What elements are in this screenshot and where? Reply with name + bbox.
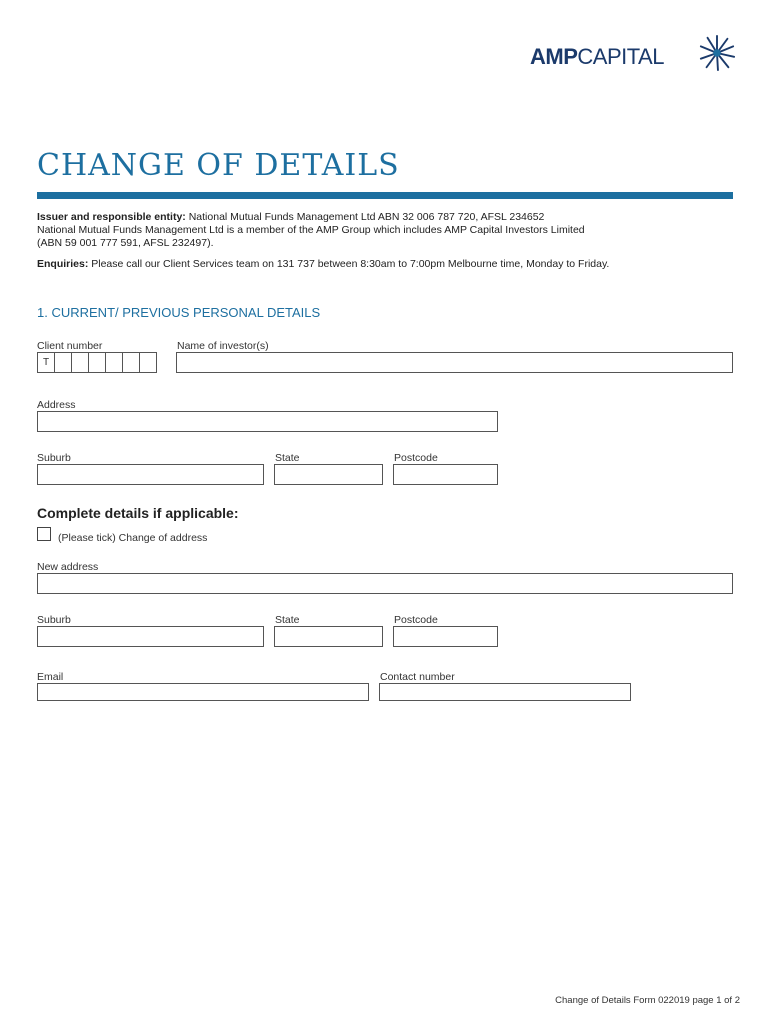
client-number-label: Client number xyxy=(37,340,103,352)
new-postcode-field[interactable] xyxy=(393,626,498,647)
suburb-label: Suburb xyxy=(37,452,71,464)
contact-number-label: Contact number xyxy=(380,671,455,683)
postcode-field[interactable] xyxy=(393,464,498,485)
postcode-label: Postcode xyxy=(394,452,438,464)
issuer-text-1: National Mutual Funds Management Ltd ABN 32 006 787 720, AFSL 234652 xyxy=(185,211,545,223)
client-number-cell[interactable] xyxy=(139,352,157,373)
new-suburb-label: Suburb xyxy=(37,614,71,626)
page-footer: Change of Details Form 022019 page 1 of 2 xyxy=(555,995,740,1006)
logo-capital-text: CAPITAL xyxy=(577,44,664,69)
issuer-line-2: National Mutual Funds Management Ltd is a member of the AMP Group which includes AMP Capital Investors Limited xyxy=(37,224,585,236)
client-number-cell[interactable] xyxy=(54,352,72,373)
enquiries-line xyxy=(37,258,609,271)
address-label: Address xyxy=(37,399,76,411)
issuer-label: Issuer and responsible entity: xyxy=(37,211,186,223)
email-label: Email xyxy=(37,671,64,683)
starburst-icon xyxy=(698,34,736,72)
new-state-field[interactable] xyxy=(274,626,383,647)
page-title: CHANGE OF DETAILS xyxy=(37,148,400,183)
applicable-heading: Complete details if applicable: xyxy=(37,505,239,521)
address-field[interactable] xyxy=(37,411,498,432)
new-state-label: State xyxy=(275,614,300,626)
change-of-address-label: (Please tick) Change of address xyxy=(58,532,208,544)
title-divider xyxy=(37,192,733,199)
client-number-field[interactable] xyxy=(37,352,156,373)
new-address-label: New address xyxy=(37,561,99,573)
new-suburb-field[interactable] xyxy=(37,626,264,647)
client-number-cell[interactable] xyxy=(122,352,140,373)
issuer-line-3: (ABN 59 001 777 591, AFSL 232497). xyxy=(37,237,214,249)
suburb-field[interactable] xyxy=(37,464,264,485)
client-number-cell[interactable] xyxy=(88,352,106,373)
change-of-address-checkbox[interactable] xyxy=(37,527,51,541)
amp-capital-logo xyxy=(530,34,735,74)
email-field[interactable] xyxy=(37,683,369,701)
enquiries-text: Please call our Client Services team on 131 737 between 8:30am to 7:00pm Melbourne time, Monday to Friday. xyxy=(88,258,610,270)
client-number-cell[interactable] xyxy=(105,352,123,373)
new-postcode-label: Postcode xyxy=(394,614,438,626)
issuer-line-1 xyxy=(37,211,544,224)
new-address-field[interactable] xyxy=(37,573,733,594)
contact-number-field[interactable] xyxy=(379,683,631,701)
investor-name-label: Name of investor(s) xyxy=(177,340,269,352)
enquiries-label: Enquiries: xyxy=(37,258,89,270)
client-number-cell[interactable] xyxy=(71,352,89,373)
investor-name-field[interactable] xyxy=(176,352,733,373)
state-field[interactable] xyxy=(274,464,383,485)
logo-amp-text: AMP xyxy=(530,44,578,69)
state-label: State xyxy=(275,452,300,464)
client-number-prefix: T xyxy=(37,352,55,373)
section-1-heading: 1. CURRENT/ PREVIOUS PERSONAL DETAILS xyxy=(37,305,321,320)
